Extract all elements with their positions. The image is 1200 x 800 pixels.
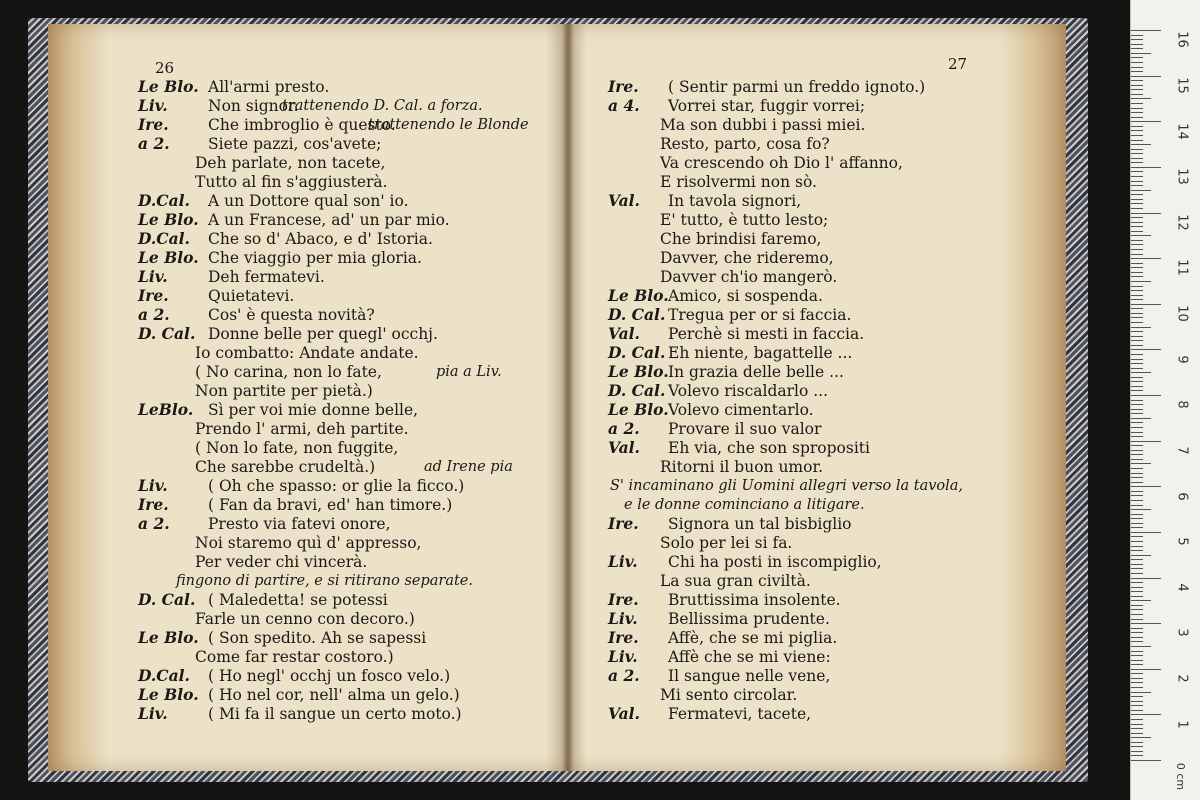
verse-line: Amico, si sospenda. [668,287,823,305]
ruler-tick [1131,199,1143,200]
ruler-tick [1131,158,1143,159]
ruler-tick [1131,98,1151,99]
verse-line: Farle un cenno con decoro.) [195,610,415,628]
ruler-tick [1131,153,1143,154]
stage-direction: trattenendo D. Cal. a forza. [282,98,483,114]
verse-line: Io combatto: Andate andate. [195,344,419,362]
ruler-tick [1131,244,1143,245]
speaker-label: D. Cal. [138,590,196,609]
ruler-tick [1131,701,1143,702]
ruler-tick [1131,317,1143,318]
ruler-tick [1131,477,1143,478]
ruler-tick [1131,322,1143,323]
ruler-tick [1131,669,1161,670]
ruler-number: 15 [1174,77,1190,94]
ruler-tick [1131,555,1151,556]
verse-line: Signora un tal bisbiglio [668,515,852,533]
ruler-tick [1131,491,1143,492]
verse-line: Provare il suo valor [668,420,822,438]
verse-line: A un Dottore qual son' io. [208,192,409,210]
verse-line: Bellissima prudente. [668,610,830,628]
verse-line: ( Son spedito. Ah se sapessi [208,629,427,647]
ruler-tick [1131,445,1143,446]
ruler-tick [1131,495,1143,496]
ruler-tick [1131,564,1143,565]
ruler-tick [1131,135,1143,136]
ruler-tick [1131,427,1143,428]
page-number-right: 27 [948,55,968,73]
stage-direction: pia a Liv. [436,364,502,380]
verse-line: Tregua per or si faccia. [668,306,852,324]
verse-line: Sì per voi mie donne belle, [208,401,419,419]
ruler-tick [1131,742,1143,743]
ruler-tick [1131,167,1161,168]
speaker-label: a 2. [138,134,170,153]
ruler-tick [1131,559,1143,560]
ruler-tick [1131,728,1143,729]
ruler-tick [1131,632,1143,633]
ruler-tick [1131,400,1143,401]
ruler-tick [1131,432,1143,433]
verse-line: La sua gran civiltà. [660,572,811,590]
verse-line: ( Maledetta! se potessi [208,591,388,609]
ruler-tick [1131,418,1151,419]
ruler-tick [1131,53,1151,54]
ruler-number: 14 [1174,122,1190,140]
ruler-tick [1131,678,1143,679]
ruler-tick [1131,222,1143,223]
ruler-tick [1131,126,1143,127]
ruler-tick [1131,651,1143,652]
verse-line: Deh fermatevi. [208,268,325,286]
ruler-tick [1131,108,1143,109]
verse-line: Chi ha posti in iscompiglio, [668,553,882,571]
ruler-tick [1131,546,1143,547]
ruler-tick [1131,263,1143,264]
speaker-label: D.Cal. [138,666,190,685]
speaker-label: Le Blo. [138,210,199,229]
ruler-tick [1131,486,1161,487]
ruler-tick [1131,628,1143,629]
ruler-tick [1131,614,1143,615]
stage-direction: trattenendo le Blonde [368,117,529,133]
ruler-tick [1131,660,1143,661]
speaker-label: D. Cal. [608,343,666,362]
verse-line: Per veder chi vincerà. [195,553,368,571]
verse-line: Ritorni il buon umor. [660,458,824,476]
ruler-tick [1131,281,1151,282]
ruler-number: 5 [1174,537,1190,546]
speaker-label: Le Blo. [138,685,199,704]
speaker-label: D.Cal. [138,229,190,248]
verse-line: Vorrei star, fuggir vorrei; [668,97,866,115]
ruler-tick [1131,582,1143,583]
ruler-tick [1131,532,1161,533]
verse-line: Che imbroglio è questo. [208,116,396,134]
verse-line: Solo per lei si fa. [660,534,793,552]
ruler-tick [1131,500,1143,501]
verse-line: Noi staremo quì d' appresso, [195,534,422,552]
ruler-tick [1131,596,1143,597]
ruler-tick [1131,390,1143,391]
ruler-tick [1131,509,1151,510]
verse-line: In tavola signori, [668,192,802,210]
speaker-label: a 2. [608,419,640,438]
ruler-tick [1131,190,1151,191]
verse-line: ( Fan da bravi, ed' han timore.) [208,496,453,514]
verse-line: Affè, che se mi piglia. [668,629,838,647]
speaker-label: a 2. [138,514,170,533]
ruler-tick [1131,404,1143,405]
verse-line: Deh parlate, non tacete, [195,154,386,172]
verse-line: Bruttissima insolente. [668,591,841,609]
ruler-tick [1131,85,1143,86]
ruler-tick [1131,760,1161,761]
ruler-tick [1131,518,1143,519]
ruler-tick [1131,463,1151,464]
verse-line: Mi sento circolar. [660,686,798,704]
speaker-label: Liv. [138,704,168,723]
speaker-label: Ire. [138,495,169,514]
ruler-tick [1131,89,1143,90]
stage-direction: fingono di partire, e si ritirano separate. [176,573,473,589]
ruler-number: 2 [1174,674,1190,683]
speaker-label: Le Blo. [138,628,199,647]
ruler-number: 11 [1174,259,1190,277]
ruler-tick [1131,359,1143,360]
ruler-tick [1131,422,1143,423]
verse-line: Prendo l' armi, deh partite. [195,420,409,438]
verse-line: Volevo riscaldarlo ... [668,382,829,400]
verse-line: Resto, parto, cosa fo? [660,135,830,153]
ruler-tick [1131,746,1143,747]
ruler-tick [1131,724,1143,725]
speaker-label: Val. [608,438,640,457]
ruler-tick [1131,641,1143,642]
ruler-tick [1131,655,1143,656]
verse-line: Tutto al fin s'aggiusterà. [195,173,388,191]
speaker-label: Liv. [608,552,638,571]
verse-line: ( Non lo fate, non fuggite, [195,439,399,457]
verse-line: Davver ch'io mangerò. [660,268,838,286]
ruler-tick [1131,181,1143,182]
ruler-tick [1131,454,1143,455]
speaker-label: Liv. [138,96,168,115]
ruler-tick [1131,149,1143,150]
ruler-tick [1131,130,1143,131]
ruler-number: 13 [1174,168,1190,185]
speaker-label: Le Blo. [608,400,669,419]
ruler-tick [1131,117,1143,118]
ruler-tick [1131,409,1143,410]
ruler-tick [1131,468,1143,469]
ruler-tick [1131,505,1143,506]
verse-line: Che brindisi faremo, [660,230,822,248]
ruler-tick [1131,578,1161,579]
ruler-tick [1131,751,1143,752]
speaker-label: a 2. [608,666,640,685]
ruler-tick [1131,35,1143,36]
ruler-tick [1131,185,1143,186]
ruler-tick [1131,121,1161,122]
ruler-tick [1131,600,1151,601]
ruler-number: 1 [1174,720,1190,729]
ruler-tick [1131,331,1143,332]
verse-line: ( Sentir parmi un freddo ignoto.) [668,78,926,96]
speaker-label: D. Cal. [608,305,666,324]
ruler-tick [1131,235,1151,236]
ruler-tick [1131,39,1143,40]
ruler-tick [1131,692,1151,693]
speaker-label: D.Cal. [138,191,190,210]
ruler-tick [1131,276,1143,277]
ruler-tick [1131,345,1143,346]
ruler-tick [1131,354,1143,355]
verse-line: In grazia delle belle ... [668,363,844,381]
verse-line: ( Ho nel cor, nell' alma un gelo.) [208,686,460,704]
ruler-tick [1131,377,1143,378]
speaker-label: Ire. [608,514,639,533]
ruler-number: 7 [1174,446,1190,455]
stage-direction: ad Irene pia [424,459,513,475]
ruler-tick [1131,299,1143,300]
ruler-tick [1131,171,1143,172]
ruler-tick [1131,144,1151,145]
ruler-tick [1131,103,1143,104]
speaker-label: a 4. [608,96,640,115]
ruler-tick [1131,80,1143,81]
ruler-unit: 0 cm [1174,762,1188,791]
ruler-tick [1131,527,1143,528]
speaker-label: Val. [608,191,640,210]
ruler-tick [1131,249,1143,250]
ruler-tick [1131,71,1143,72]
ruler-tick [1131,737,1151,738]
speaker-label: Liv. [138,267,168,286]
speaker-label: Ire. [608,77,639,96]
verse-line: Ma son dubbi i passi miei. [660,116,866,134]
speaker-label: Val. [608,324,640,343]
ruler-tick [1131,336,1143,337]
ruler-tick [1131,62,1143,63]
stage-direction: S' incaminano gli Uomini allegri verso la tavola, [610,478,964,494]
ruler-tick [1131,710,1143,711]
ruler-number: 9 [1174,355,1190,364]
speaker-label: Ire. [138,286,169,305]
book-gutter [562,24,574,771]
speaker-label: Le Blo. [608,286,669,305]
ruler-tick [1131,372,1151,373]
ruler-tick [1131,386,1143,387]
ruler-tick [1131,286,1143,287]
ruler-tick [1131,473,1143,474]
verse-line: E risolvermi non sò. [660,173,817,191]
speaker-label: Val. [608,704,640,723]
ruler-tick [1131,573,1143,574]
ruler-tick [1131,714,1161,715]
speaker-label: Liv. [608,647,638,666]
ruler-tick [1131,523,1143,524]
ruler-tick [1131,304,1161,305]
ruler-tick [1131,395,1161,396]
ruler-tick [1131,755,1143,756]
speaker-label: a 2. [138,305,170,324]
verse-line: A un Francese, ad' un par mio. [208,211,450,229]
stage-direction: e le donne cominciano a litigare. [624,497,865,513]
right-page [568,24,1066,771]
ruler-tick [1131,459,1143,460]
speaker-label: Ire. [138,115,169,134]
ruler-tick [1131,313,1143,314]
ruler-tick [1131,44,1143,45]
speaker-label: Ire. [608,590,639,609]
ruler-tick [1131,203,1143,204]
ruler-tick [1131,48,1143,49]
ruler-tick [1131,194,1143,195]
verse-line: Non partite per pietà.) [195,382,373,400]
ruler-tick [1131,290,1143,291]
verse-line: Perchè si mesti in faccia. [668,325,865,343]
verse-line: Come far restar costoro.) [195,648,394,666]
ruler-tick [1131,76,1161,77]
ruler-tick [1131,536,1143,537]
ruler-tick [1131,541,1143,542]
verse-line: Che so d' Abaco, e d' Istoria. [208,230,433,248]
ruler-number: 4 [1174,583,1190,592]
ruler-tick [1131,687,1143,688]
ruler-tick [1131,450,1143,451]
ruler-tick [1131,441,1161,442]
ruler-tick [1131,436,1143,437]
ruler-tick [1131,272,1143,273]
ruler-tick [1131,226,1143,227]
ruler-tick [1131,514,1143,515]
ruler-tick [1131,605,1143,606]
speaker-label: Le Blo. [138,77,199,96]
speaker-label: Liv. [608,609,638,628]
verse-line: ( Mi fa il sangue un certo moto.) [208,705,462,723]
ruler-tick [1131,349,1161,350]
ruler-number: 6 [1174,491,1190,501]
ruler-number: 8 [1174,400,1190,409]
verse-line: Fermatevi, tacete, [668,705,812,723]
verse-line: ( No carina, non lo fate, [195,363,382,381]
ruler-tick [1131,696,1143,697]
ruler-tick [1131,568,1143,569]
ruler-tick [1131,587,1143,588]
ruler-tick [1131,368,1143,369]
ruler-tick [1131,176,1143,177]
ruler-tick [1131,30,1161,31]
verse-line: E' tutto, è tutto lesto; [660,211,829,229]
ruler-tick [1131,381,1143,382]
ruler-tick [1131,363,1143,364]
speaker-label: D. Cal. [608,381,666,400]
ruler-tick [1131,619,1143,620]
ruler-tick [1131,67,1143,68]
verse-line: Affè che se mi viene: [668,648,831,666]
verse-line: Donne belle per quegl' occhj. [208,325,438,343]
verse-line: Siete pazzi, cos'avete; [208,135,382,153]
verse-line: All'armi presto. [208,78,330,96]
ruler-tick [1131,327,1151,328]
ruler-tick [1131,719,1143,720]
ruler-tick [1131,140,1143,141]
ruler-tick [1131,646,1151,647]
verse-line: ( Oh che spasso: or glie la ficco.) [208,477,465,495]
ruler-tick [1131,413,1143,414]
verse-line: Il sangue nelle vene, [668,667,831,685]
verse-line: Quietatevi. [208,287,295,305]
speaker-label: D. Cal. [138,324,196,343]
ruler-number: 12 [1174,214,1190,231]
ruler-tick [1131,623,1161,624]
ruler-tick [1131,213,1161,214]
ruler-tick [1131,308,1143,309]
verse-line: Che viaggio per mia gloria. [208,249,422,267]
ruler-tick [1131,267,1143,268]
ruler-tick [1131,231,1143,232]
verse-line: Cos' è questa novità? [208,306,375,324]
ruler-tick [1131,112,1143,113]
ruler-tick [1131,637,1143,638]
ruler-tick [1131,664,1143,665]
measuring-ruler [1130,0,1200,800]
verse-line: Volevo cimentarlo. [668,401,814,419]
verse-line: Eh via, che son spropositi [668,439,870,457]
ruler-tick [1131,705,1143,706]
ruler-tick [1131,208,1143,209]
verse-line: Presto via fatevi onore, [208,515,391,533]
speaker-label: Le Blo. [608,362,669,381]
ruler-number: 10 [1174,305,1190,322]
verse-line: Eh niente, bagattelle ... [668,344,853,362]
ruler-number: 3 [1174,628,1190,638]
ruler-tick [1131,340,1143,341]
verse-line: Non signor. [208,97,299,115]
verse-line: Davver, che rideremo, [660,249,834,267]
left-page [48,24,568,771]
speaker-label: LeBlo. [138,400,194,419]
page-number-left: 26 [155,59,175,77]
ruler-tick [1131,254,1143,255]
ruler-tick [1131,482,1143,483]
ruler-tick [1131,217,1143,218]
ruler-tick [1131,295,1143,296]
ruler-tick [1131,591,1143,592]
ruler-tick [1131,57,1143,58]
verse-line: Che sarebbe crudeltà.) [195,458,376,476]
ruler-tick [1131,94,1143,95]
speaker-label: Liv. [138,476,168,495]
ruler-tick [1131,550,1143,551]
speaker-label: Le Blo. [138,248,199,267]
ruler-tick [1131,673,1143,674]
ruler-tick [1131,733,1143,734]
ruler-tick [1131,682,1143,683]
verse-line: ( Ho negl' occhj un fosco velo.) [208,667,451,685]
verse-line: Va crescendo oh Dio l' affanno, [660,154,903,172]
ruler-number: 16 [1174,31,1190,49]
ruler-tick [1131,609,1143,610]
ruler-tick [1131,258,1161,259]
speaker-label: Ire. [608,628,639,647]
ruler-tick [1131,162,1143,163]
ruler-tick [1131,240,1143,241]
